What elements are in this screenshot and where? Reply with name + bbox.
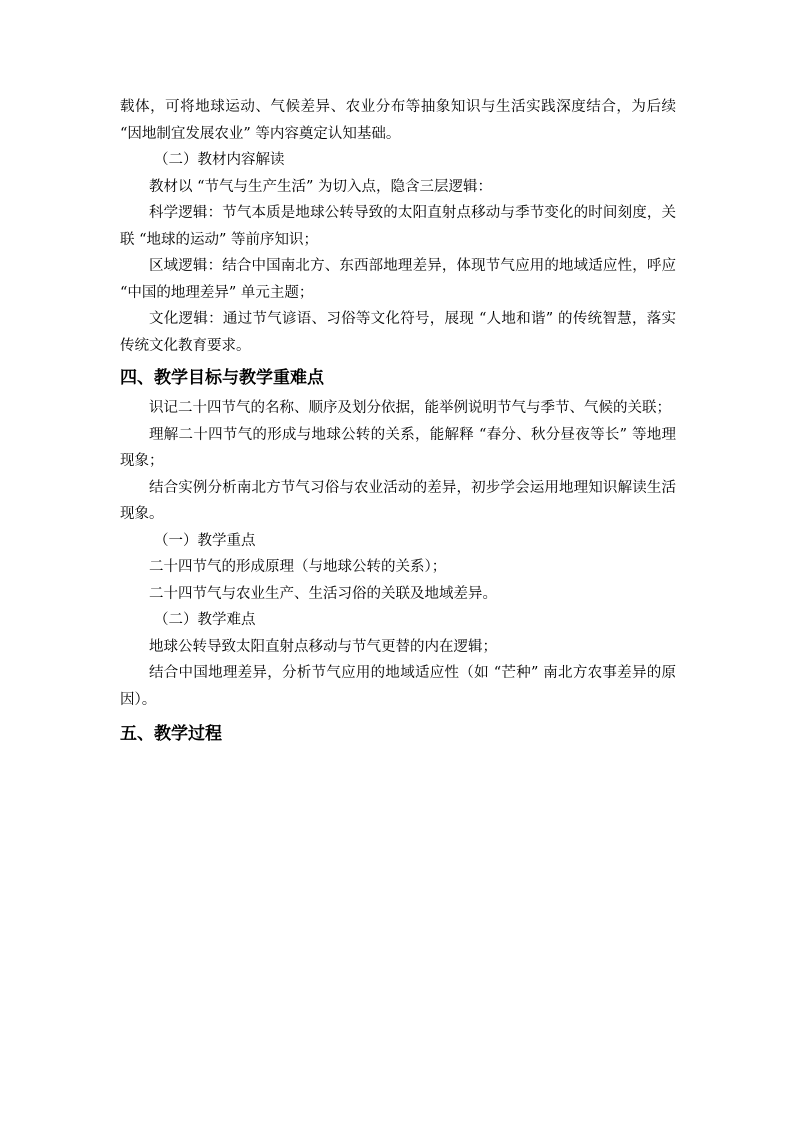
paragraph-difficult-point-1: 地球公转导致太阳直射点移动与节气更替的内在逻辑； <box>149 638 497 655</box>
paragraph-science-logic: 科学逻辑：节气本质是地球公转导致的太阳直射点移动与季节变化的时间刻度，关联 “地球的运动” 等前序知识； <box>120 205 676 248</box>
document-page <box>120 94 676 751</box>
paragraph-goal-recall: 识记二十四节气的名称、顺序及划分依据，能举例说明节气与季节、气候的关联； <box>149 400 671 416</box>
paragraph-key-point-2: 二十四节气与农业生产、生活习俗的关联及地域差异。 <box>149 585 497 602</box>
paragraph-difficult-point-2: 结合中国地理差异，分析节气应用的地域适应性（如 “芒种” 南北方农事差异的原因）。 <box>120 665 676 708</box>
subheading-key-points: （一）教学重点 <box>154 532 256 549</box>
paragraph-regional-logic: 区域逻辑：结合中国南北方、东西部地理差异，体现节气应用的地域适应性，呼应 “中国的地理差异” 单元主题； <box>120 258 676 301</box>
paragraph-three-logics-intro: 教材以 “节气与生产生活” 为切入点，隐含三层逻辑： <box>149 178 493 195</box>
paragraph-goal-analyze: 结合实例分析南北方节气习俗与农业活动的差异，初步学会运用地理知识解读生活现象。 <box>120 479 676 522</box>
subheading-difficult-points: （二）教学难点 <box>154 612 256 628</box>
section-heading-goals: 四、教学目标与教学重难点 <box>120 368 324 388</box>
paragraph-textbook-carrier: 载体，可将地球运动、气候差异、农业分布等抽象知识与生活实践深度结合，为后续 “因地制宜发展农业” 等内容奠定认知基础。 <box>120 99 676 142</box>
paragraph-key-point-1: 二十四节气的形成原理（与地球公转的关系）； <box>149 559 447 575</box>
paragraph-cultural-logic: 文化逻辑：通过节气谚语、习俗等文化符号，展现 “人地和谐” 的传统智慧，落实传统文化教育要求。 <box>120 311 676 354</box>
section-heading-process: 五、教学过程 <box>120 724 222 744</box>
paragraph-goal-understand: 理解二十四节气的形成与地球公转的关系，能解释 “春分、秋分昼夜等长” 等地理现象； <box>120 426 676 469</box>
subheading-textbook-interpretation: （二）教材内容解读 <box>154 152 285 168</box>
